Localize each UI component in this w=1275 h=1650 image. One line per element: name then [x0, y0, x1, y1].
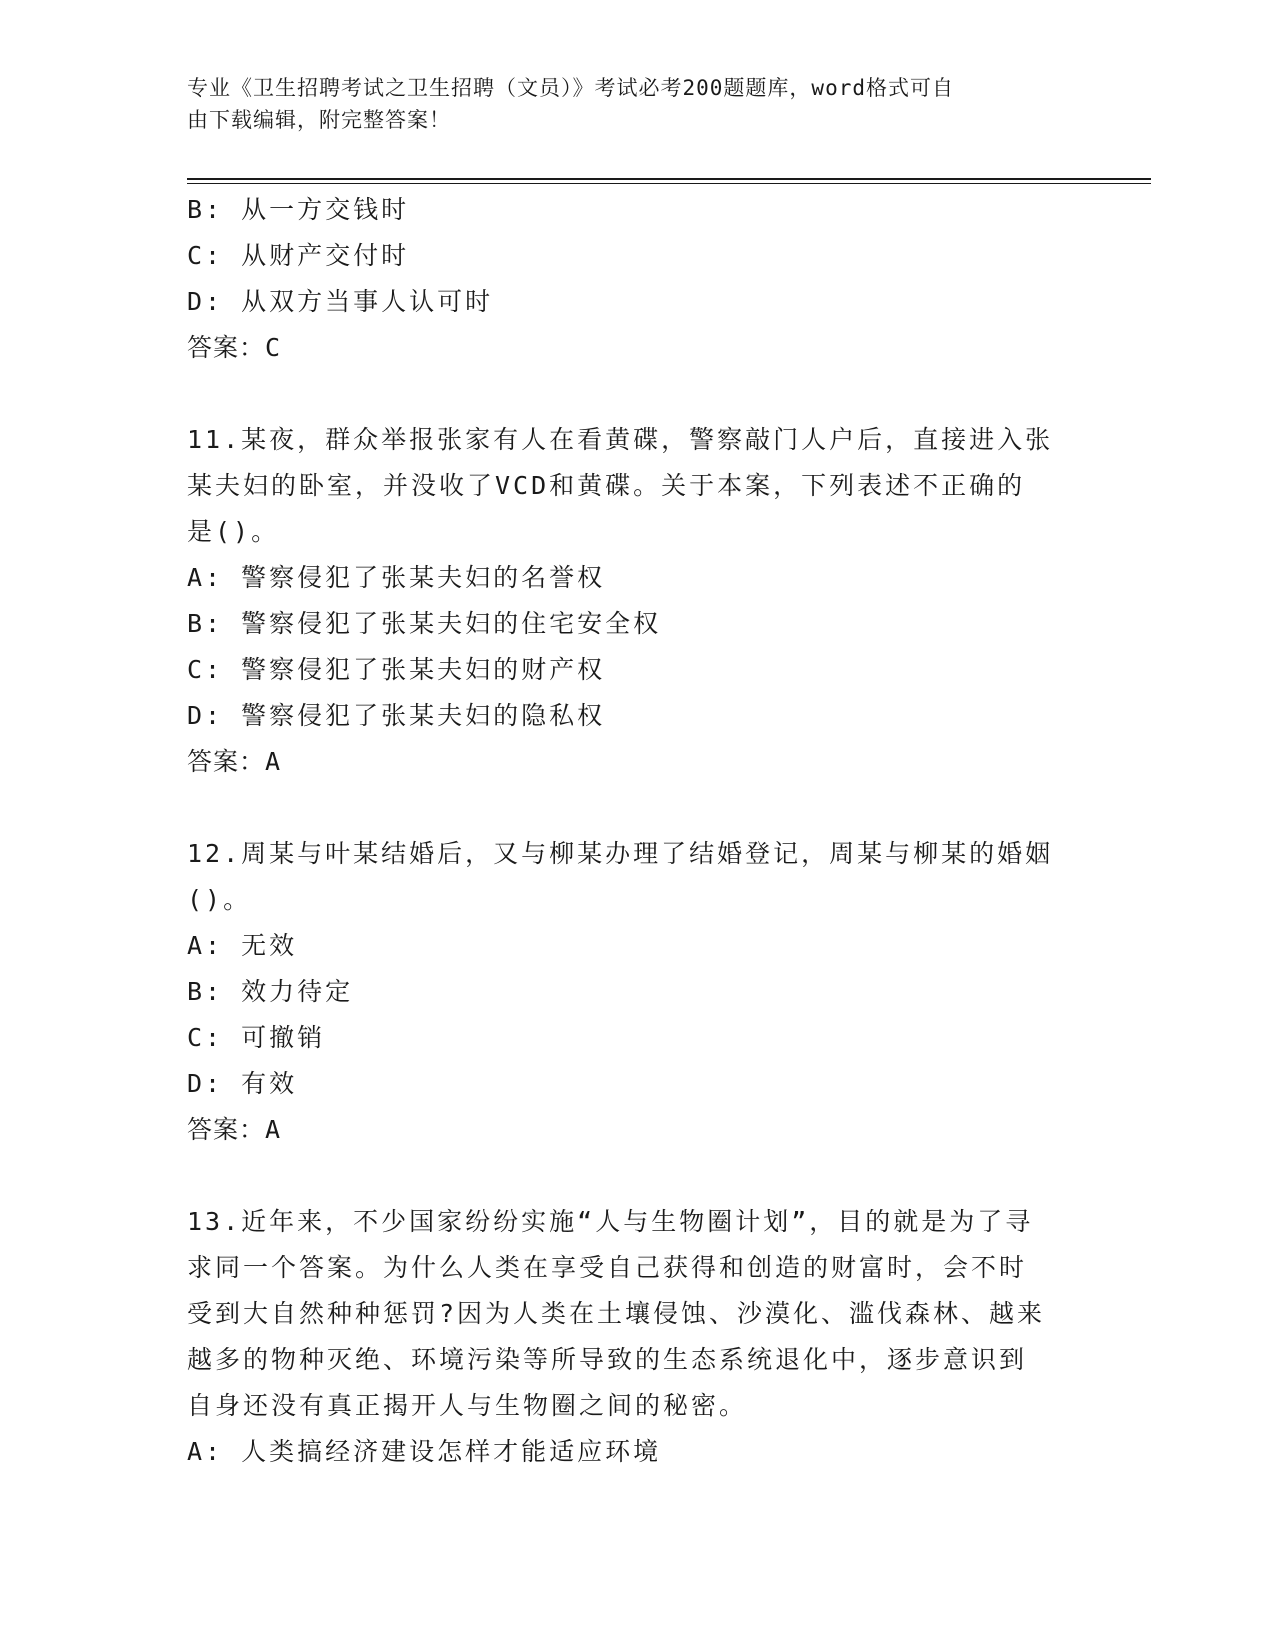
option-d: D: 有效 — [187, 1069, 298, 1098]
question-11 — [187, 417, 1087, 785]
header-line-2: 由下载编辑，附完整答案！ — [187, 108, 451, 132]
answer-label: 答案： — [187, 747, 266, 776]
page-header — [187, 72, 1067, 136]
answer-value: A — [265, 1115, 282, 1144]
answer-line — [187, 325, 1087, 371]
option-d: D: 从双方当事人认可时 — [187, 287, 494, 316]
spacer — [187, 371, 1087, 417]
header-line-1: 专业《卫生招聘考试之卫生招聘（文员）》考试必考200题题库，word格式可自 — [187, 76, 954, 100]
question-text-line: 某夫妇的卧室，并没收了VCD和黄碟。关于本案，下列表述不正确的 — [187, 471, 1026, 500]
answer-value: C — [265, 333, 282, 362]
document-body — [187, 187, 1087, 1475]
question-10-continued — [187, 187, 1087, 371]
option-b: B: 从一方交钱时 — [187, 195, 410, 224]
question-text-line: 12.周某与叶某结婚后，又与柳某办理了结婚登记，周某与柳某的婚姻 — [187, 839, 1054, 868]
option-d: D: 警察侵犯了张某夫妇的隐私权 — [187, 701, 606, 730]
answer-line — [187, 739, 1087, 785]
question-12 — [187, 831, 1087, 1153]
header-divider-thin — [187, 183, 1151, 184]
option-b: B: 效力待定 — [187, 977, 354, 1006]
spacer — [187, 1153, 1087, 1199]
question-text-line: 是()。 — [187, 517, 280, 546]
header-divider-thick — [187, 178, 1151, 180]
question-text-line: 11.某夜，群众举报张家有人在看黄碟，警察敲门人户后，直接进入张 — [187, 425, 1054, 454]
question-13 — [187, 1199, 1087, 1475]
answer-line — [187, 1107, 1087, 1153]
question-text-line: 自身还没有真正揭开人与生物圈之间的秘密。 — [187, 1391, 748, 1420]
option-a: A: 无效 — [187, 931, 298, 960]
option-c: C: 从财产交付时 — [187, 241, 410, 270]
answer-label: 答案： — [187, 333, 266, 362]
answer-label: 答案： — [187, 1115, 266, 1144]
option-a: A: 警察侵犯了张某夫妇的名誉权 — [187, 563, 606, 592]
question-text-line: 求同一个答案。为什么人类在享受自己获得和创造的财富时，会不时 — [187, 1253, 1028, 1282]
option-b: B: 警察侵犯了张某夫妇的住宅安全权 — [187, 609, 662, 638]
question-text-line: 受到大自然种种惩罚?因为人类在土壤侵蚀、沙漠化、滥伐森林、越来 — [187, 1299, 1046, 1328]
spacer — [187, 785, 1087, 831]
option-c: C: 可撤销 — [187, 1023, 326, 1052]
question-text-line: 越多的物种灭绝、环境污染等所导致的生态系统退化中，逐步意识到 — [187, 1345, 1028, 1374]
option-a: A: 人类搞经济建设怎样才能适应环境 — [187, 1437, 662, 1466]
option-c: C: 警察侵犯了张某夫妇的财产权 — [187, 655, 606, 684]
answer-value: A — [265, 747, 282, 776]
question-text-line: 13.近年来，不少国家纷纷实施“人与生物圈计划”，目的就是为了寻 — [187, 1207, 1034, 1236]
question-text-line: ()。 — [187, 885, 252, 914]
